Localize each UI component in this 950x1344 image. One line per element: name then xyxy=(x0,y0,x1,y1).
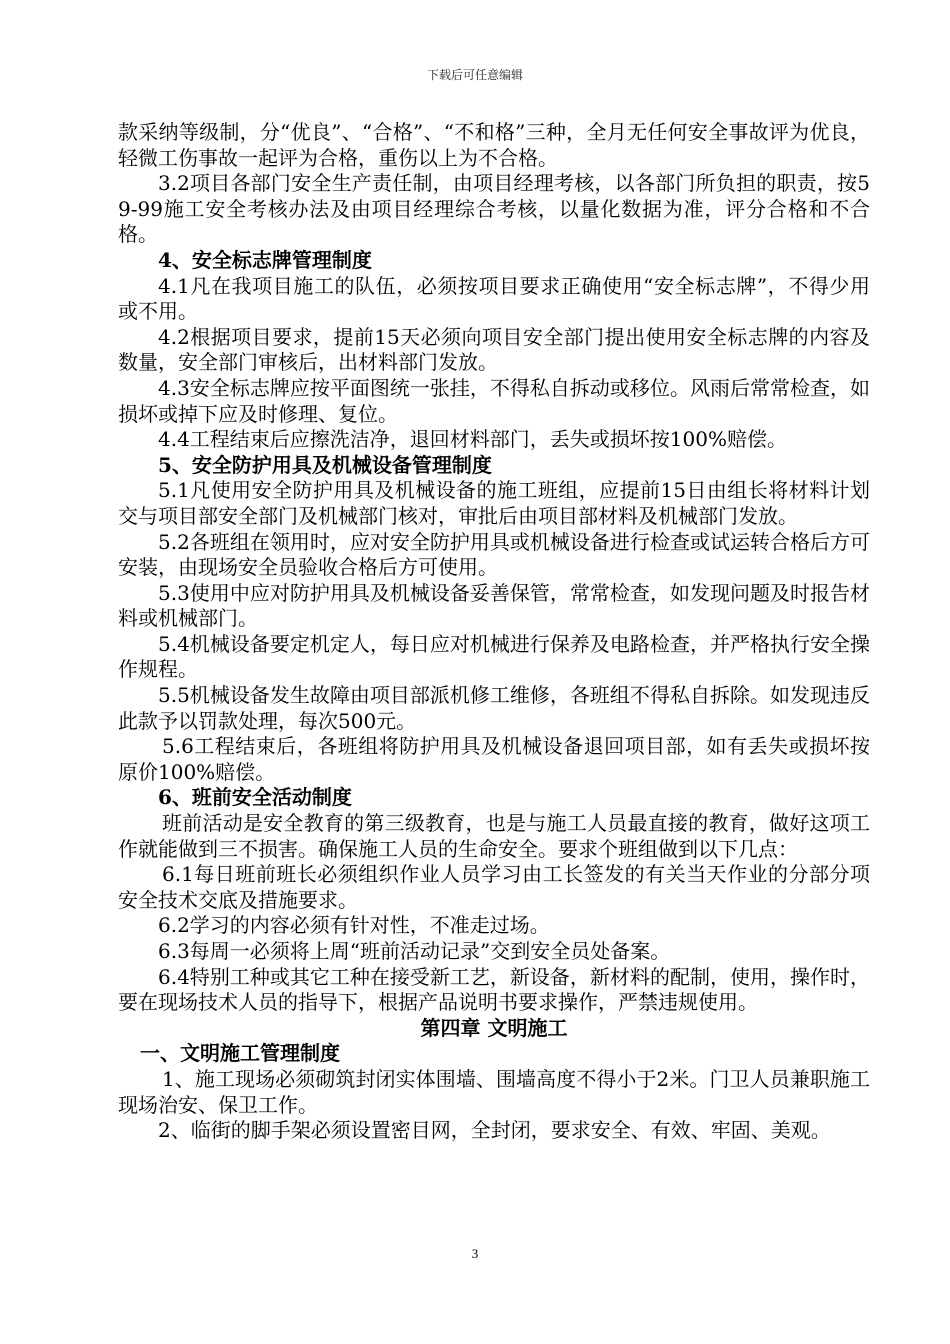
section-heading: 4、安全标志牌管理制度 xyxy=(158,247,372,272)
paragraph: 6.2学习的内容必须有针对性，不准走过场。 xyxy=(158,913,550,938)
page-number: 3 xyxy=(471,1246,479,1261)
paragraph: 2、临街的脚手架必须设置密目网，全封闭，要求安全、有效、牢固、美观。 xyxy=(158,1118,831,1143)
paragraph: 5.5机械设备发生故障由项目部派机修工维修，各班组不得私自拆除。如发现违反此款予以罚款处理，每次500元。 xyxy=(118,683,870,733)
paragraph: 6.1每日班前班长必须组织作业人员学习由工长签发的有关当天作业的分部分项安全技术交底及措施要求。 xyxy=(118,862,870,912)
section-heading: 一、文明施工管理制度 xyxy=(140,1041,340,1066)
chapter-title: 第四章 文明施工 xyxy=(420,1015,568,1040)
paragraph: 5.4机械设备要定机定人，每日应对机械进行保养及电路检查，并严格执行安全操作规程。 xyxy=(118,631,870,682)
paragraph: 6.4特别工种或其它工种在接受新工艺，新设备，新材料的配制，使用，操作时，要在现场技术人员的指导下，根据产品说明书要求操作，严禁违规使用。 xyxy=(118,964,870,1015)
paragraph: 5.2各班组在领用时，应对安全防护用具或机械设备进行检查或试运转合格后方可安装，由现场安全员验收合格后方可使用。 xyxy=(118,529,870,580)
paragraph: 6.3每周一必须将上周“班前活动记录”交到安全员处备案。 xyxy=(158,939,671,963)
section-heading: 5、安全防护用具及机械设备管理制度 xyxy=(158,452,492,477)
section-heading: 6、班前安全活动制度 xyxy=(158,785,352,810)
paragraph: 4.4工程结束后应擦洗洁净，退回材料部门，丢失或损坏按100%赔偿。 xyxy=(158,427,787,452)
paragraph: 款采纳等级制，分“优良”、“合格”、“不和格”三种，全月无任何安全事故评为优良，轻微工伤事故一起评为合格，重伤以上为不合格。 xyxy=(118,120,870,170)
paragraph: 1、施工现场必须砌筑封闭实体围墙、围墙高度不得小于2米。门卫人员兼职施工现场治安、保卫工作。 xyxy=(118,1066,870,1117)
header-note: 下载后可任意编辑 xyxy=(426,68,523,82)
paragraph: 4.3安全标志牌应按平面图统一张挂，不得私自拆动或移位。风雨后常常检查，如损坏或掉下应及时修理、复位。 xyxy=(118,375,870,426)
document-body xyxy=(118,120,870,1144)
paragraph: 班前活动是安全教育的第三级教育，也是与施工人员最直接的教育，做好这项工作就能做到三不损害。确保施工人员的生命安全。要求个班组做到以下几点： xyxy=(118,811,870,861)
paragraph: 5.3使用中应对防护用具及机械设备妥善保管，常常检查，如发现问题及时报告材料或机械部门。 xyxy=(118,580,870,631)
paragraph: 3.2项目各部门安全生产责任制，由项目经理考核，以各部门所负担的职责，按59-99施工安全考核办法及由项目经理综合考核，以量化数据为准，评分合格和不合格。 xyxy=(118,171,870,247)
paragraph: 4.2根据项目要求，提前15天必须向项目安全部门提出使用安全标志牌的内容及数量，安全部门审核后，出材料部门发放。 xyxy=(118,324,870,375)
paragraph: 5.6工程结束后，各班组将防护用具及机械设备退回项目部，如有丢失或损坏按原价100%赔偿。 xyxy=(118,734,870,784)
paragraph: 4.1凡在我项目施工的队伍，必须按项目要求正确使用“安全标志牌”，不得少用或不用。 xyxy=(118,273,870,324)
paragraph: 5.1凡使用安全防护用具及机械设备的施工班组，应提前15日由组长将材料计划交与项目部安全部门及机械部门核对，审批后由项目部材料及机械部门发放。 xyxy=(118,478,870,528)
